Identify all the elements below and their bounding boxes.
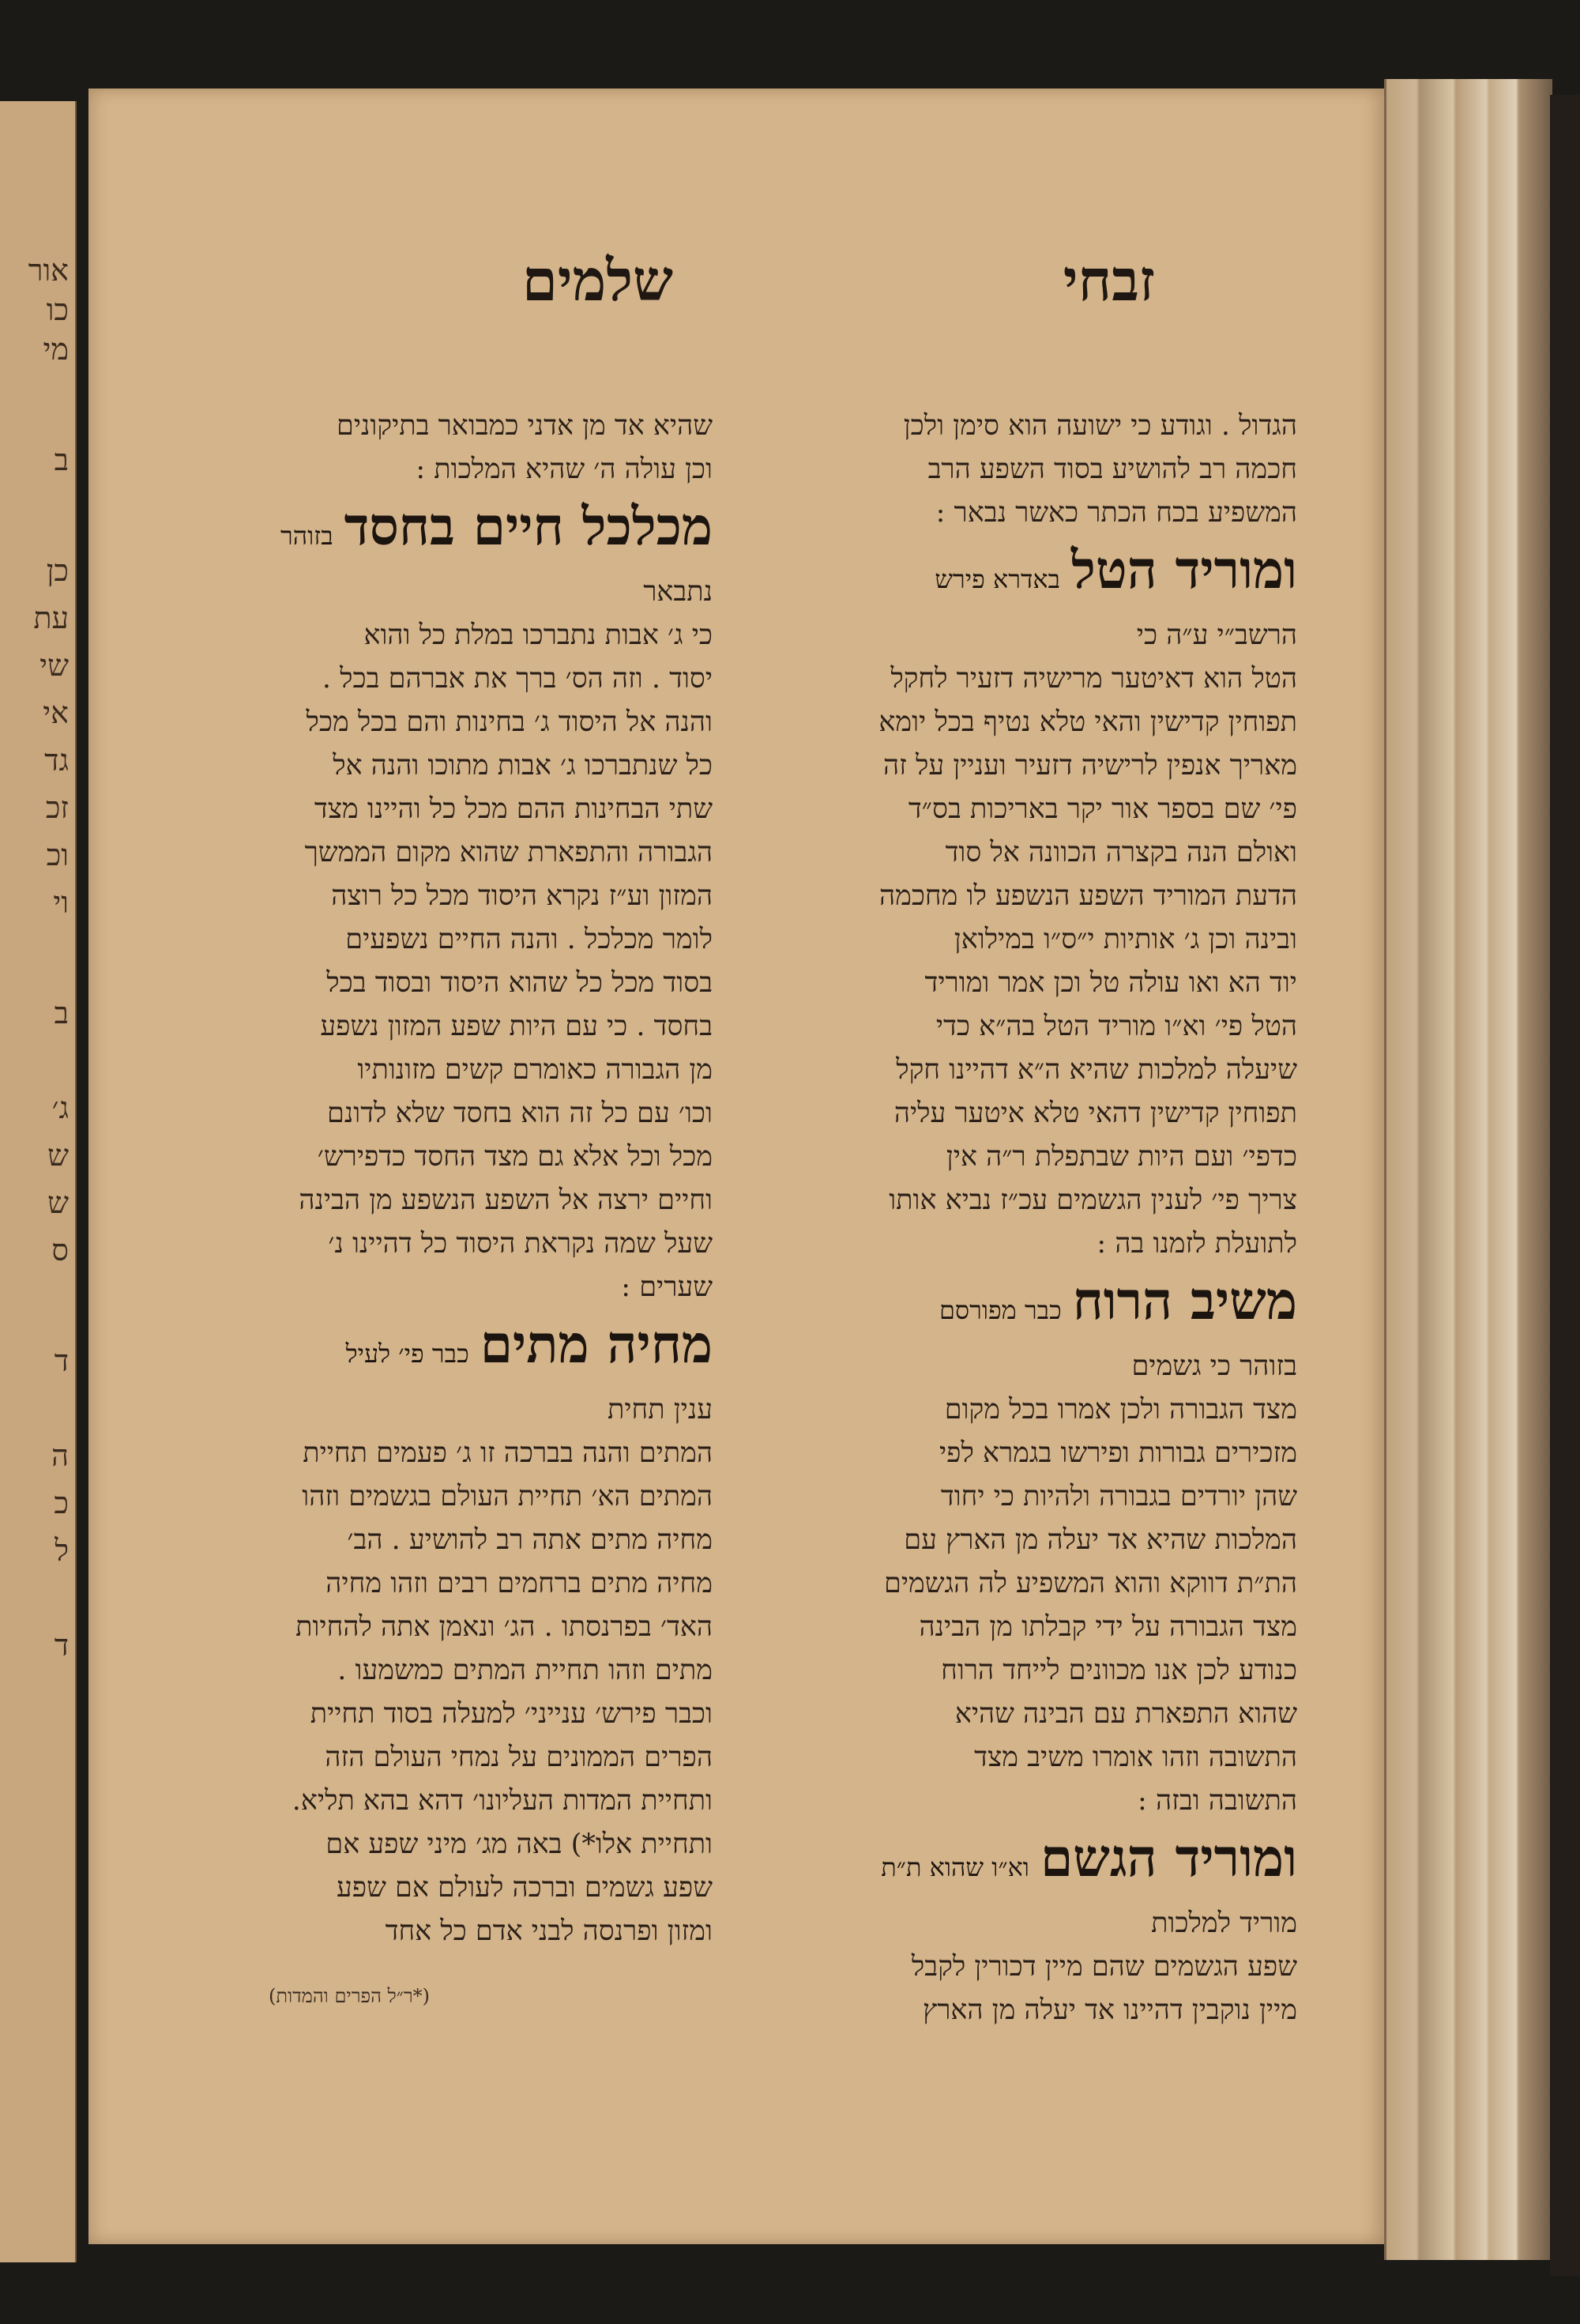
text-line: כנודע לכן אנו מכוונים לייחד הרוח <box>941 1655 1297 1686</box>
text-line: הדעת המוריד השפע הנשפע לו מחכמה <box>878 880 1297 912</box>
heading-note: כבר פי׳ לעיל <box>345 1339 469 1369</box>
text-line: הרשב״י ע״ה כי <box>1136 620 1297 651</box>
text-block <box>792 1345 1297 1823</box>
text-line: המזון וע״ז נקרא היסוד מכל כל רוצה <box>331 880 713 912</box>
text-line: הת״ת דווקא והוא המשפיע לה הגשמים <box>884 1568 1297 1599</box>
left-page-fragment: וכ <box>46 838 69 872</box>
section-heading <box>792 1266 1297 1345</box>
text-line: התשובה ובזה : <box>1138 1785 1297 1817</box>
text-line: תפוחין קדישין והאי טלא נטיף בכל יומא <box>878 706 1297 738</box>
left-page-fragment: ב <box>54 443 69 477</box>
text-line: וכבר פירש׳ ענייני׳ למעלה בסוד תחיית <box>310 1698 713 1730</box>
left-page-fragment: ס <box>51 1233 69 1267</box>
left-page-fragment: כ <box>54 1486 69 1520</box>
heading-title: משיב הרוח <box>1072 1270 1297 1331</box>
book-cover-edge <box>1550 95 1580 2276</box>
text-line: ומזון ופרנסה לבני אדם כל אחד <box>385 1915 713 1947</box>
text-line: כל שנתברכו ג׳ אבות מתוכו והנה אל <box>333 750 713 782</box>
left-page-edge <box>0 101 77 2262</box>
section-heading <box>792 1823 1297 1902</box>
heading-title: ומוריד הגשם <box>1040 1827 1297 1889</box>
text-line: יוד הא ואו עולה טל וכן אמר ומוריד <box>924 967 1297 999</box>
text-line: ואולם הנה בקצרה הכוונה אל סוד <box>945 837 1297 868</box>
left-page-fragment: ג׳ <box>51 1090 69 1125</box>
text-line: ותחיית המדות העליונו׳ דהא בהא תליא. <box>292 1785 713 1817</box>
text-line: שתי הבחינות ההם מכל כל והיינו מצד <box>314 793 713 825</box>
section-heading <box>207 1309 713 1388</box>
left-page-fragment: כן <box>46 553 69 588</box>
text-line: הגדול . וגודע כי ישועה הוא סימן ולכן <box>903 410 1297 442</box>
text-line: שפע גשמים וברכה לעולם אם שפע <box>336 1872 713 1904</box>
text-line: מכל וכל אלא גם מצד החסד כדפירש׳ <box>317 1141 713 1173</box>
text-line: מזכירים גבורות ופירשו בגמרא לפי <box>939 1437 1297 1469</box>
left-page-fragment: מי <box>43 332 69 367</box>
left-column <box>207 405 713 1953</box>
text-block <box>207 1388 713 1953</box>
heading-note: וא״ו שהוא ת״ת <box>881 1852 1029 1882</box>
text-line: לתועלת לזמנו בה : <box>1097 1228 1297 1260</box>
heading-title: מחיה מתים <box>480 1313 713 1375</box>
text-line: מחיה מתים אתה רב להושיע . הב׳ <box>347 1524 713 1556</box>
text-line: שערים : <box>621 1271 713 1303</box>
text-line: מן הגבורה כאומרם קשים מזונותיו <box>357 1054 713 1086</box>
text-line: שהוא התפארת עם הבינה שהיא <box>954 1698 1297 1730</box>
text-line: המלכות שהיא אד יעלה מן הארץ עם <box>904 1524 1297 1556</box>
text-line: מיין נוקבין דהיינו אד יעלה מן הארץ <box>922 1994 1297 2026</box>
header-right-word: זבחי <box>1063 247 1155 314</box>
left-page-fragment: כו <box>46 292 69 327</box>
text-line: והנה אל היסוד ג׳ בחינות והם בכל מכל <box>306 706 713 738</box>
text-block <box>792 405 1297 535</box>
left-page-fragment: ל <box>55 1533 69 1568</box>
text-block <box>792 1902 1297 2032</box>
heading-note: באדרא פירש <box>935 564 1060 594</box>
left-page-fragment: עת <box>33 601 69 635</box>
text-line: ענין תחית <box>608 1394 713 1426</box>
heading-note: כבר מפורסם <box>939 1295 1062 1325</box>
text-line: שפע הגשמים שהם מיין דכורין לקבל <box>911 1951 1297 1983</box>
text-line: מצד הגבורה על ידי קבלתו מן הבינה <box>919 1611 1297 1643</box>
section-heading <box>207 492 713 571</box>
text-line: נתבאר <box>643 576 713 608</box>
left-page-fragment: ב <box>54 996 69 1030</box>
left-page-fragment: ש <box>47 1138 69 1173</box>
heading-title: מכלכל חיים בחסד <box>344 495 713 557</box>
heading-note: בזוהר <box>280 521 333 551</box>
text-line: הטל פי׳ וא״ו מוריד הטל בה״א כדי <box>935 1011 1297 1042</box>
footnote: (*ר״ל הפרים והמדות) <box>268 1985 431 2007</box>
running-header <box>88 247 1384 326</box>
left-page-fragment: ד <box>54 1343 69 1378</box>
text-block <box>792 614 1297 1266</box>
text-line: כדפי׳ ועם היות שבתפלת ר״ה אין <box>946 1141 1297 1173</box>
header-left-word: שלמים <box>521 247 673 314</box>
text-line: מוריד למלכות <box>1151 1908 1297 1939</box>
text-line: צריך פי׳ לענין הגשמים עכ״ז נביא אותו <box>889 1185 1297 1216</box>
text-line: וכו׳ עם כל זה הוא בחסד שלא לדונם <box>327 1098 713 1129</box>
text-line: המתים הא׳ תחיית העולם בגשמים וזהו <box>302 1481 713 1512</box>
text-line: כי ג׳ אבות נתברכו במלת כל והוא <box>363 620 713 651</box>
text-line: המשפיע בכח הכתר כאשר נבאר : <box>935 497 1297 529</box>
text-line: חכמה רב להושיע בסוד השפע הרב <box>927 454 1297 485</box>
text-line: האד׳ בפרנסתו . הג׳ ונאמן אתה להחיות <box>295 1611 713 1643</box>
page-edges <box>1384 79 1552 2260</box>
text-line: הטל הוא דאיטער מרישיה דזעיר לחקל <box>890 663 1297 695</box>
left-page-fragment: אור <box>28 253 69 288</box>
left-page-fragment: שי <box>40 648 69 683</box>
text-line: ובינה וכן ג׳ אותיות י״ס״ו במילואן <box>954 924 1297 955</box>
left-page-fragment: ה <box>51 1438 69 1473</box>
text-line: בסוד מכל כל שהוא היסוד ובסוד בכל <box>326 967 713 999</box>
text-block <box>207 405 713 492</box>
section-heading <box>792 535 1297 614</box>
text-line: התשובה וזהו אומרו משיב מצד <box>974 1742 1297 1773</box>
left-page-fragment: ש <box>47 1185 69 1220</box>
text-line: שהן יורדים בגבורה ולהיות כי יחוד <box>940 1481 1297 1512</box>
text-line: שעל שמה נקראת היסוד כל דהיינו נ׳ <box>328 1228 713 1260</box>
text-line: מתים וזהו תחיית המתים כמשמעו . <box>337 1655 713 1686</box>
text-line: הגבורה והתפארת שהוא מקום הממשך <box>304 837 713 868</box>
text-line: מאריך אנפין לרישיה דזעיר ועניין על זה <box>883 750 1297 782</box>
text-line: שהיא אד מן אדני כמבואר בתיקונים <box>337 410 713 442</box>
text-line: יסוד . וזה הס׳ ברך את אברהם בכל . <box>322 663 713 695</box>
text-line: בחסד . כי עם היות שפע המזון נשפע <box>320 1011 713 1042</box>
left-page-fragment: אי <box>43 695 69 730</box>
text-line: המתים והנה בברכה זו ג׳ פעמים תחיית <box>303 1437 713 1469</box>
text-line: תפוחין קדישין דהאי טלא איטער עליה <box>893 1098 1297 1129</box>
text-line: הפרים הממונים על נמחי העולם הזה <box>325 1742 713 1773</box>
text-line: פי׳ שם בספר אור יקר באריכות בס״ד <box>908 793 1297 825</box>
text-line: שיעלה למלכות שהיא ה״א דהיינו חקל <box>896 1054 1297 1086</box>
text-line: לומר מכלכל . והנה החיים נשפעים <box>345 924 713 955</box>
left-page-fragment: וי <box>53 885 69 920</box>
book-page <box>88 89 1384 2244</box>
text-line: מחיה מתים ברחמים רבים וזהו מחיה <box>325 1568 713 1599</box>
text-line: וכן עולה ה׳ שהיא המלכות : <box>416 454 713 485</box>
text-block <box>207 571 713 1309</box>
right-column <box>792 405 1297 2032</box>
text-line: וחיים ירצה אל השפע הנשפע מן הבינה <box>299 1185 713 1216</box>
text-line: מצד הגבורה ולכן אמרו בכל מקום <box>944 1394 1297 1426</box>
heading-title: ומוריד הטל <box>1070 539 1297 601</box>
text-line: בזוהר כי גשמים <box>1131 1350 1297 1382</box>
text-line: ותחיית אלו*) באה מג׳ מיני שפע אם <box>325 1829 713 1860</box>
left-page-fragment: ד <box>54 1628 69 1663</box>
left-page-fragment: גד <box>44 743 69 778</box>
left-page-fragment: זכ <box>45 790 69 825</box>
